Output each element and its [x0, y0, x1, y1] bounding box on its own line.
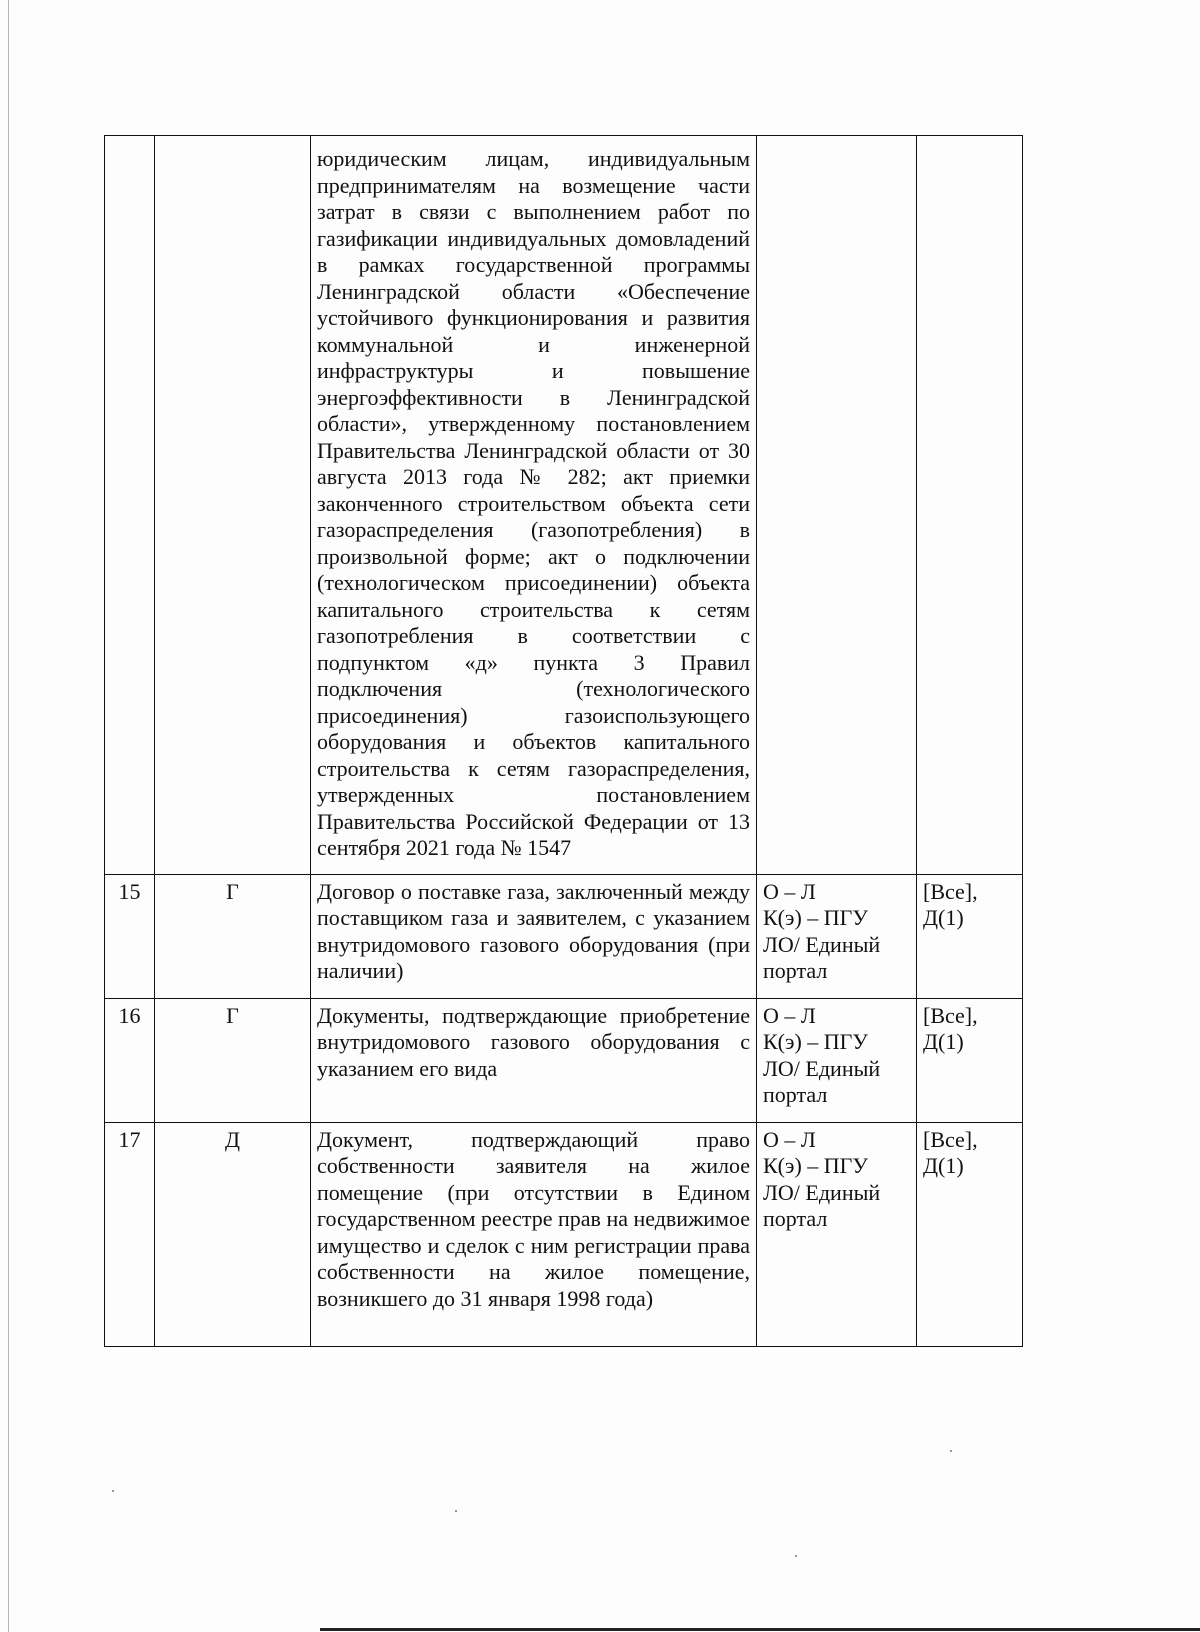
level-line: [Все],	[923, 1002, 978, 1028]
scan-speck	[950, 1450, 952, 1452]
row-category-cell: Д	[155, 1122, 311, 1346]
table-row	[105, 874, 1023, 998]
channel-line: О – Л	[763, 1126, 816, 1152]
level-line: Д(1)	[923, 905, 964, 930]
row-number-cell: 17	[105, 1122, 155, 1346]
channel-line: К(э) – ПГУ	[763, 1153, 868, 1178]
row-level-cell	[917, 136, 1023, 875]
row-channel-cell	[757, 136, 917, 875]
row-channel-cell	[757, 1122, 917, 1346]
level-line: Д(1)	[923, 1153, 964, 1178]
level-line: Д(1)	[923, 1029, 964, 1054]
row-number-cell: 15	[105, 874, 155, 998]
scan-edge-left	[8, 0, 9, 1632]
scan-speck	[795, 1555, 797, 1557]
table-row	[105, 998, 1023, 1122]
row-number-cell	[105, 136, 155, 875]
channel-line: ЛО/ Единый	[763, 1179, 881, 1205]
channel-line: О – Л	[763, 878, 816, 904]
row-level-cell	[917, 874, 1023, 998]
channel-line: ЛО/ Единый	[763, 1055, 881, 1081]
row-category-cell: Г	[155, 998, 311, 1122]
row-description-cell: Документы, подтверждающие приобретение внутридомового газового оборудования с указанием его вида	[311, 998, 757, 1122]
row-level-cell	[917, 998, 1023, 1122]
row-category-cell: Г	[155, 874, 311, 998]
scan-speck	[112, 1490, 114, 1492]
row-description-cell: юридическим лицам, индивидуальным предпринимателям на возмещение части затрат в связи с выполнением работ по газификации индивидуальных домовладений в рамках государственной программы Ленинградской области «Обеспечение устойчивого функционирования и развития коммунальной и инженерной инфраструктуры и повышение энергоэффективности в Ленинградской области», утвержденному постановлением Правительства Ленинградской области от 30 августа 2013 года № 282; акт приемки законченного строительством объекта сети газораспределения (газопотребления) в произвольной форме; акт о подключении (технологическом присоединении) объекта капитального строительства к сетям газопотребления в соответствии с подпунктом «д» пункта 3 Правил подключения (технологического присоединения) газоиспользующего оборудования и объектов капитального строительства к сетям газораспределения, утвержденных постановлением Правительства Российской Федерации от 13 сентября 2021 года № 1547	[311, 136, 757, 875]
row-description-cell: Договор о поставке газа, заключенный между поставщиком газа и заявителем, с указанием внутридомового газового оборудования (при наличии)	[311, 874, 757, 998]
row-level-cell	[917, 1122, 1023, 1346]
channel-line: портал	[763, 1206, 828, 1231]
level-line: [Все],	[923, 1126, 978, 1152]
row-channel-cell	[757, 874, 917, 998]
channel-line: портал	[763, 1082, 828, 1107]
table-row	[105, 136, 1023, 875]
channel-line: портал	[763, 958, 828, 983]
row-description-cell: Документ, подтверждающий право собственности заявителя на жилое помещение (при отсутствии в Едином государственном реестре прав на недвижимое имущество и сделок с ним регистрации права собственности на жилое помещение, возникшего до 31 января 1998 года)	[311, 1122, 757, 1346]
table-row	[105, 1122, 1023, 1346]
scan-speck	[455, 1510, 457, 1512]
channel-line: О – Л	[763, 1002, 816, 1028]
row-channel-cell	[757, 998, 917, 1122]
level-line: [Все],	[923, 878, 978, 904]
channel-line: К(э) – ПГУ	[763, 1029, 868, 1054]
row-number-cell: 16	[105, 998, 155, 1122]
channel-line: ЛО/ Единый	[763, 931, 881, 957]
channel-line: К(э) – ПГУ	[763, 905, 868, 930]
documents-table	[104, 135, 1023, 1347]
scan-edge-bottom	[320, 1628, 1200, 1631]
row-category-cell	[155, 136, 311, 875]
